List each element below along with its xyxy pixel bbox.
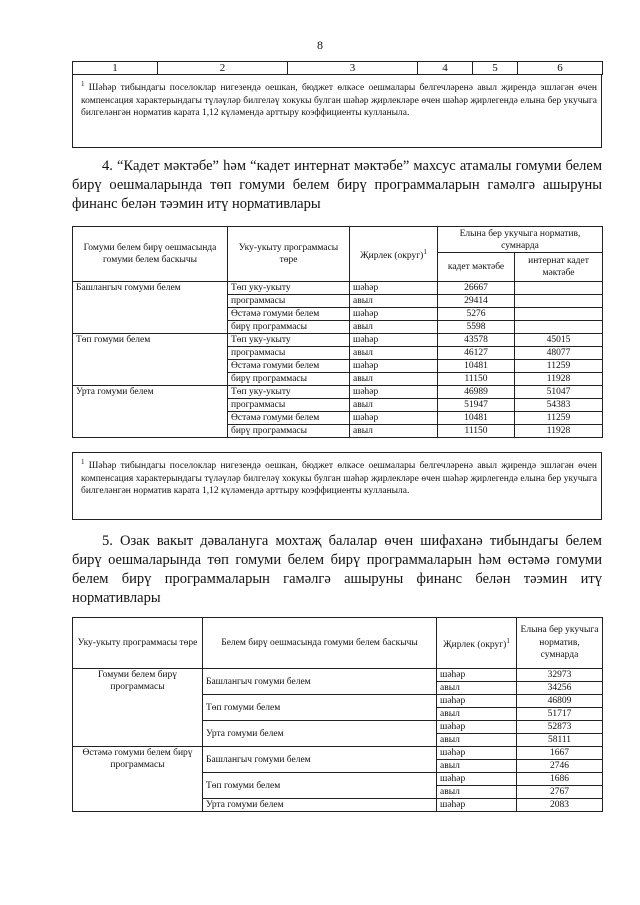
cadet-value: 43578 [438, 334, 515, 347]
header-normative: Елына бер укучыга норматив, сумнарда [517, 618, 603, 669]
settlement-cell: авыл [350, 399, 438, 412]
settlement-cell: шәһәр [437, 721, 517, 734]
normative-value: 2083 [517, 799, 603, 812]
program-cell: Өстәмә гомуми белем бирү программасы [73, 747, 203, 812]
normative-value: 52873 [517, 721, 603, 734]
settlement-cell: авыл [437, 682, 517, 695]
settlement-cell: шәһәр [437, 747, 517, 760]
boarding-value: 51047 [515, 386, 603, 399]
program-cell: программасы [228, 399, 350, 412]
settlement-cell: авыл [437, 786, 517, 799]
page-number: 8 [317, 38, 323, 52]
settlement-cell: шәһәр [437, 799, 517, 812]
level-cell: Урта гомуми белем [203, 799, 437, 812]
level-cell: Урта гомуми белем [73, 386, 228, 438]
normative-value: 2767 [517, 786, 603, 799]
cadet-value: 5598 [438, 321, 515, 334]
program-cell: Гомуми белем бирү программасы [73, 669, 203, 747]
column-numbers-row [73, 62, 603, 75]
boarding-value: 45015 [515, 334, 603, 347]
cadet-value: 11150 [438, 425, 515, 438]
cadet-value: 46989 [438, 386, 515, 399]
level-cell: Төп гомуми белем [203, 773, 437, 799]
normative-value: 46809 [517, 695, 603, 708]
header-level: Гомуми белем бирү оешмасында гомуми белем баскычы [73, 227, 228, 282]
footnote-mark: 1 [506, 636, 510, 645]
column-number: 4 [418, 62, 473, 75]
settlement-cell: авыл [350, 373, 438, 386]
column-number: 6 [518, 62, 603, 75]
settlement-cell: шәһәр [350, 360, 438, 373]
header-row [73, 227, 603, 253]
normative-value: 58111 [517, 734, 603, 747]
settlement-cell: шәһәр [437, 773, 517, 786]
footnote-mark: 1 [81, 458, 85, 466]
boarding-value [515, 282, 603, 295]
settlement-cell: шәһәр [350, 386, 438, 399]
normative-value: 1667 [517, 747, 603, 760]
normative-value: 51717 [517, 708, 603, 721]
settlement-cell: авыл [437, 734, 517, 747]
cadet-value: 10481 [438, 412, 515, 425]
table-row [73, 334, 603, 347]
boarding-value: 11259 [515, 412, 603, 425]
boarding-value: 11928 [515, 373, 603, 386]
sanatorium-school-normatives-table [72, 617, 603, 812]
program-cell: бирү программасы [228, 373, 350, 386]
header-row [73, 618, 603, 669]
cadet-school-normatives-table [72, 226, 603, 438]
normative-value: 32973 [517, 669, 603, 682]
level-cell: Төп гомуми белем [203, 695, 437, 721]
settlement-cell: шәһәр [350, 412, 438, 425]
settlement-cell: авыл [350, 425, 438, 438]
settlement-cell: авыл [350, 321, 438, 334]
program-cell: Төп уку-укыту [228, 386, 350, 399]
level-cell: Урта гомуми белем [203, 721, 437, 747]
cadet-value: 11150 [438, 373, 515, 386]
boarding-value [515, 321, 603, 334]
table-row [73, 747, 603, 760]
settlement-cell: шәһәр [437, 669, 517, 682]
cadet-value: 10481 [438, 360, 515, 373]
program-cell: бирү программасы [228, 425, 350, 438]
level-cell: Башлангыч гомуми белем [73, 282, 228, 334]
column-number: 3 [288, 62, 418, 75]
footnote [72, 452, 602, 520]
program-cell: Өстәмә гомуми белем [228, 412, 350, 425]
table-row [73, 386, 603, 399]
program-cell: бирү программасы [228, 321, 350, 334]
settlement-cell: шәһәр [350, 308, 438, 321]
header-cadet: кадет мәктәбе [438, 253, 515, 282]
boarding-value: 54383 [515, 399, 603, 412]
header-program: Уку-укыту программасы төре [228, 227, 350, 282]
column-number: 5 [473, 62, 518, 75]
continuation-table [72, 61, 603, 75]
column-number: 2 [158, 62, 288, 75]
boarding-value: 48077 [515, 347, 603, 360]
footnote-mark: 1 [81, 80, 85, 88]
section-4-title: 4. “Кадет мәктәбе” һәм “кадет интернат мәктәбе” махсус атамалы гомуми белем бирү оешмаларында төп гомуми белем бирү программаларын гамәлгә ашыруны финанс белән тәэмин итү нормативлары [72, 158, 602, 212]
normative-value: 2746 [517, 760, 603, 773]
cadet-value: 5276 [438, 308, 515, 321]
level-cell: Төп гомуми белем [73, 334, 228, 386]
settlement-cell: авыл [350, 347, 438, 360]
footnote [72, 75, 602, 148]
program-cell: Өстәмә гомуми белем [228, 360, 350, 373]
settlement-cell: авыл [437, 708, 517, 721]
header-settlement: Җирлек (округ)$^1$ [350, 227, 438, 282]
program-cell: Төп уку-укыту [228, 334, 350, 347]
table-row [73, 669, 603, 682]
cadet-value: 46127 [438, 347, 515, 360]
cadet-value: 26667 [438, 282, 515, 295]
boarding-value [515, 308, 603, 321]
header-program: Уку-укыту программасы төре [73, 618, 203, 669]
boarding-value: 11259 [515, 360, 603, 373]
level-cell: Башлангыч гомуми белем [203, 669, 437, 695]
header-cadet-boarding: интернат кадет мәктәбе [515, 253, 603, 282]
footnote-mark: 1 [423, 247, 427, 256]
settlement-cell: авыл [350, 295, 438, 308]
settlement-cell: авыл [437, 760, 517, 773]
program-cell: Өстәмә гомуми белем [228, 308, 350, 321]
header-settlement: Җирлек (округ)$^1$ [437, 618, 517, 669]
boarding-value: 11928 [515, 425, 603, 438]
level-cell: Башлангыч гомуми белем [203, 747, 437, 773]
boarding-value [515, 295, 603, 308]
settlement-cell: шәһәр [437, 695, 517, 708]
cadet-value: 51947 [438, 399, 515, 412]
program-cell: программасы [228, 347, 350, 360]
program-cell: программасы [228, 295, 350, 308]
normative-value: 34256 [517, 682, 603, 695]
settlement-cell: шәһәр [350, 282, 438, 295]
footnote-text: Шәһәр тибындагы поселоклар нигезендә оешкан, бюджет өлкәсе оешмалары белгечләренә авыл җирендә эшләгән өчен компенсация характерындагы түләүләр билгеләү хокукы булган шәһәр җирлекләре өчен шәһәр җирлегендә елына бер укучыга билгеләнгән норматив карата 1,12 күләмендә арттыру коэффициенты кулланыла. [81, 461, 597, 497]
header-level: Белем бирү оешмасында гомуми белем баскычы [203, 618, 437, 669]
normative-value: 1686 [517, 773, 603, 786]
settlement-cell: шәһәр [350, 334, 438, 347]
header-normative: Елына бер укучыга норматив, сумнарда [438, 227, 603, 253]
footnote-text: Шәһәр тибындагы поселоклар нигезендә оешкан, бюджет өлкәсе оешмалары белгечләренә авыл җирендә эшләгән өчен компенсация характерындагы түләүләр билгеләү хокукы булган шәһәр җирлекләре өчен шәһәр җирлегендә елына бер укучыга билгеләнгән норматив карата 1,12 күләмендә арттыру коэффициенты кулланыла. [81, 83, 597, 119]
table-row [73, 282, 603, 295]
program-cell: Төп уку-укыту [228, 282, 350, 295]
column-number: 1 [73, 62, 158, 75]
section-5-title: 5. Озак вакыт дәвалануга мохтаҗ балалар өчен шифаханә тибындагы белем бирү оешмаларында төп гомуми белем бирү программаларын һәм өстәмә гомуми белем бирү программаларын гамәлгә ашыруны финанс белән тәэмин итү нормативлары [72, 533, 602, 606]
cadet-value: 29414 [438, 295, 515, 308]
